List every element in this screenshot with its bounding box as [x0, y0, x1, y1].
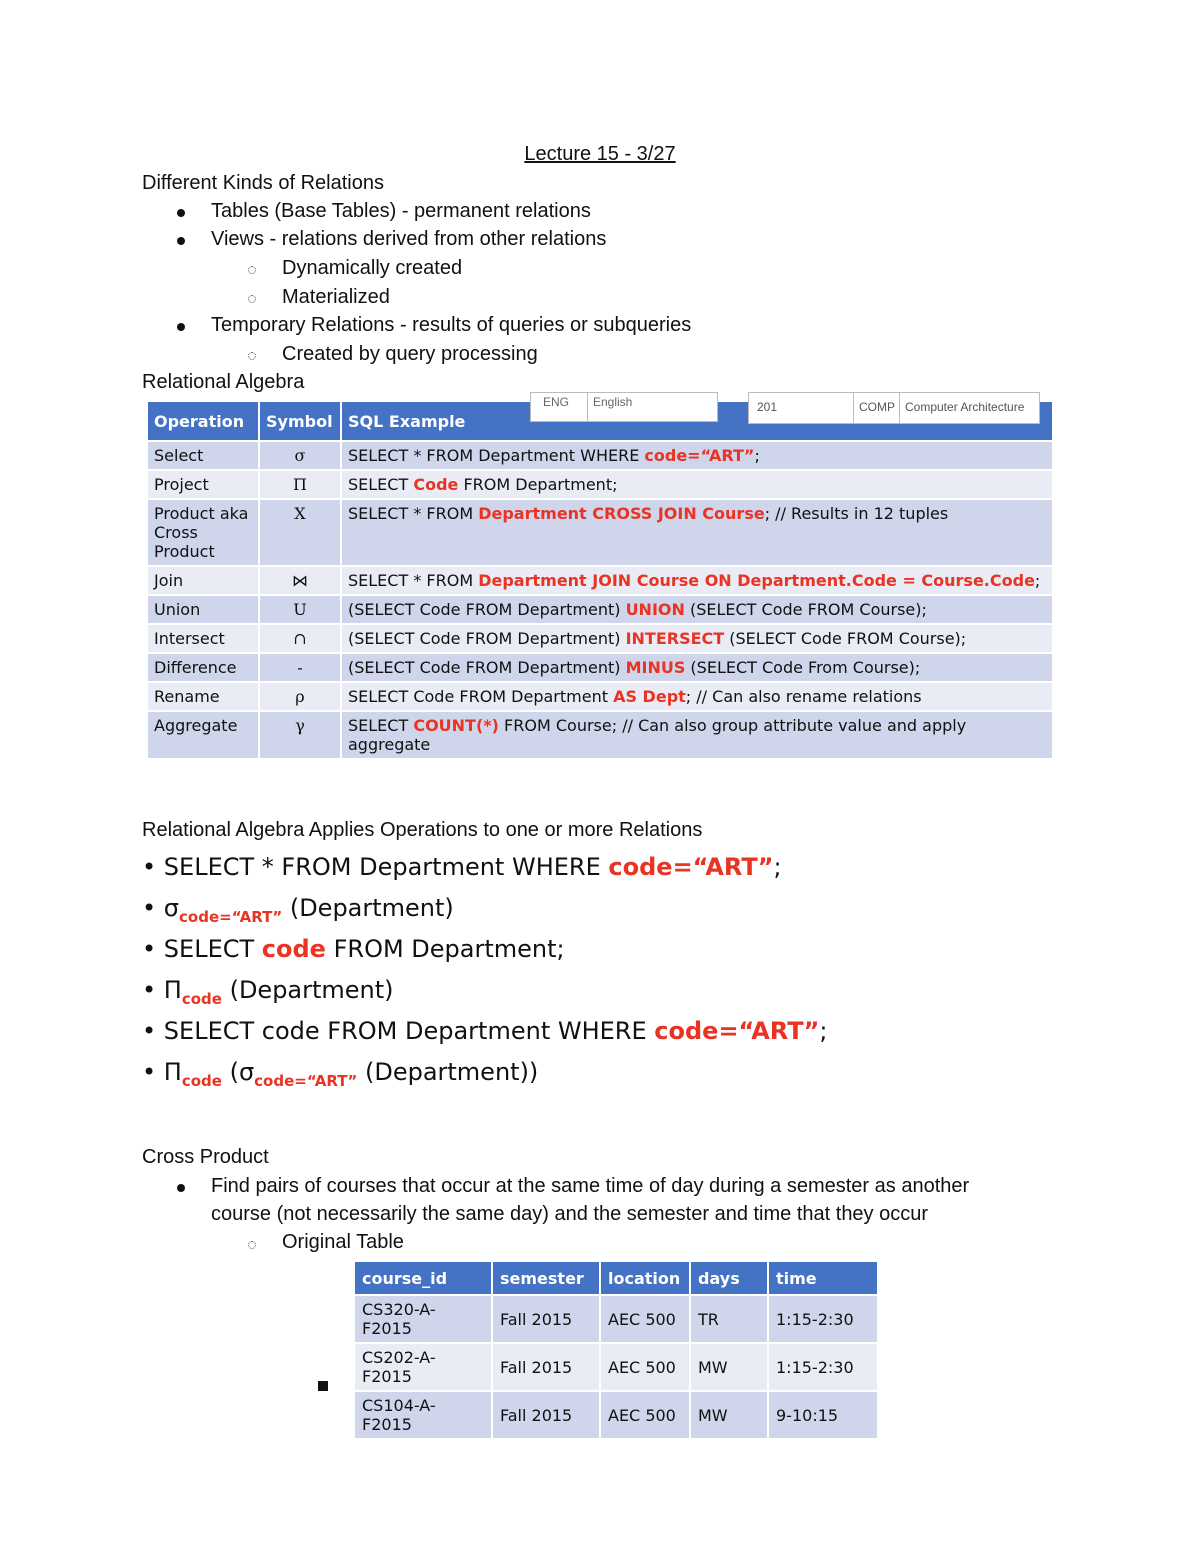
sql-example-cell: SELECT * FROM Department WHERE code=“ART”;	[342, 442, 1052, 469]
list-item: Tables (Base Tables) - permanent relations	[211, 200, 591, 222]
list-item: Materialized	[282, 286, 390, 308]
symbol-cell: -	[260, 654, 340, 681]
table-cell: MW	[691, 1392, 767, 1438]
column-header: location	[601, 1262, 689, 1294]
sql-example-cell: SELECT Code FROM Department AS Dept; // Can also rename relations	[342, 683, 1052, 710]
table-cell: Fall 2015	[493, 1392, 599, 1438]
operation-cell: Aggregate	[148, 712, 258, 758]
bullet-circle-icon	[248, 295, 256, 303]
bullet-dot-icon	[177, 209, 185, 217]
table-cell: 1:15-2:30	[769, 1344, 877, 1390]
operation-cell: Product aka Cross Product	[148, 500, 258, 565]
sql-example-cell: (SELECT Code FROM Department) MINUS (SELECT Code From Course);	[342, 654, 1052, 681]
symbol-cell: ⋈	[260, 567, 340, 594]
big-bullet-select: • SELECT * FROM Department WHERE code=“ART”;	[142, 853, 782, 881]
bullet-dot-icon	[177, 237, 185, 245]
pasted-snippet-computer-architecture: 201 COMP Computer Architecture	[748, 392, 1040, 424]
table-row	[355, 1344, 877, 1390]
table-row	[148, 683, 1052, 710]
table-cell: Fall 2015	[493, 1344, 599, 1390]
table-row	[148, 567, 1052, 594]
page-title: Lecture 15 - 3/27	[524, 143, 676, 165]
sql-example-cell: SELECT Code FROM Department;	[342, 471, 1052, 498]
table-cell: Fall 2015	[493, 1296, 599, 1342]
column-header: Operation	[148, 402, 258, 440]
table-cell: AEC 500	[601, 1344, 689, 1390]
symbol-cell: X	[260, 500, 340, 565]
original-table	[353, 1260, 879, 1440]
table-row	[355, 1296, 877, 1342]
symbol-cell: γ	[260, 712, 340, 758]
table-cell: TR	[691, 1296, 767, 1342]
ra-heading: Relational Algebra	[142, 371, 305, 393]
operation-cell: Difference	[148, 654, 258, 681]
sql-example-cell: SELECT * FROM Department CROSS JOIN Course; // Results in 12 tuples	[342, 500, 1052, 565]
table-row	[148, 654, 1052, 681]
table-cell: 9-10:15	[769, 1392, 877, 1438]
table-row	[148, 500, 1052, 565]
table-cell: CS104-A-F2015	[355, 1392, 491, 1438]
operation-cell: Select	[148, 442, 258, 469]
list-item: Temporary Relations - results of queries or subqueries	[211, 314, 692, 336]
table-cell: CS202-A-F2015	[355, 1344, 491, 1390]
table-cell: 1:15-2:30	[769, 1296, 877, 1342]
table-cell: AEC 500	[601, 1296, 689, 1342]
table-row	[148, 712, 1052, 758]
bullet-circle-icon	[248, 352, 256, 360]
list-item: Original Table	[282, 1231, 404, 1253]
kinds-heading: Different Kinds of Relations	[142, 172, 384, 194]
sql-example-cell: SELECT * FROM Department JOIN Course ON Department.Code = Course.Code;	[342, 567, 1052, 594]
column-header: days	[691, 1262, 767, 1294]
bullet-dot-icon	[177, 1184, 185, 1192]
column-header: semester	[493, 1262, 599, 1294]
big-bullet-select-code: • SELECT code FROM Department;	[142, 935, 565, 963]
list-item: Dynamically created	[282, 257, 463, 279]
column-header: course_id	[355, 1262, 491, 1294]
bullet-circle-icon	[248, 266, 256, 274]
table-cell: MW	[691, 1344, 767, 1390]
list-item: Views - relations derived from other relations	[211, 228, 607, 250]
operation-cell: Union	[148, 596, 258, 623]
table-row	[148, 471, 1052, 498]
symbol-cell: ρ	[260, 683, 340, 710]
operation-cell: Rename	[148, 683, 258, 710]
list-item: Created by query processing	[282, 343, 538, 365]
table-row	[148, 625, 1052, 652]
applies-heading: Relational Algebra Applies Operations to one or more Relations	[142, 819, 703, 841]
bullet-square-icon	[318, 1381, 328, 1391]
table-row	[148, 596, 1052, 623]
sql-example-cell: SELECT COUNT(*) FROM Course; // Can also group attribute value and apply aggregate	[342, 712, 1052, 758]
bullet-circle-icon	[248, 1241, 256, 1249]
sql-example-cell: (SELECT Code FROM Department) UNION (SELECT Code FROM Course);	[342, 596, 1052, 623]
sql-example-cell: (SELECT Code FROM Department) INTERSECT (SELECT Code FROM Course);	[342, 625, 1052, 652]
table-row	[148, 442, 1052, 469]
column-header: Symbol	[260, 402, 340, 440]
big-bullet-pi: • $\Pi_{code}$ (Department)	[142, 976, 394, 1008]
symbol-cell: σ	[260, 442, 340, 469]
table-cell: CS320-A-F2015	[355, 1296, 491, 1342]
symbol-cell: ∩	[260, 625, 340, 652]
table-row	[355, 1392, 877, 1438]
column-header: SQL Example	[342, 402, 1052, 440]
list-item: Find pairs of courses that occur at the same time of day during a semester as another	[211, 1175, 970, 1197]
operation-cell: Join	[148, 567, 258, 594]
operation-cell: Intersect	[148, 625, 258, 652]
list-item-continued: course (not necessarily the same day) and the semester and time that they occur	[211, 1203, 929, 1225]
big-bullet-sigma: • $\sigma_{code=“ART”}$ (Department)	[142, 894, 454, 926]
big-bullet-select-where: • SELECT code FROM Department WHERE code=“ART”;	[142, 1017, 828, 1045]
bullet-dot-icon	[177, 323, 185, 331]
symbol-cell: Π	[260, 471, 340, 498]
relational-algebra-table	[146, 400, 1054, 782]
symbol-cell: U	[260, 596, 340, 623]
column-header: time	[769, 1262, 877, 1294]
table-cell: AEC 500	[601, 1392, 689, 1438]
pasted-snippet-english: ENG English	[530, 392, 718, 422]
operation-cell: Project	[148, 471, 258, 498]
cross-heading: Cross Product	[142, 1146, 269, 1168]
big-bullet-pi-sigma: • $\Pi_{code}$ ($\sigma_{code=“ART”}$ (Department))	[142, 1058, 539, 1090]
